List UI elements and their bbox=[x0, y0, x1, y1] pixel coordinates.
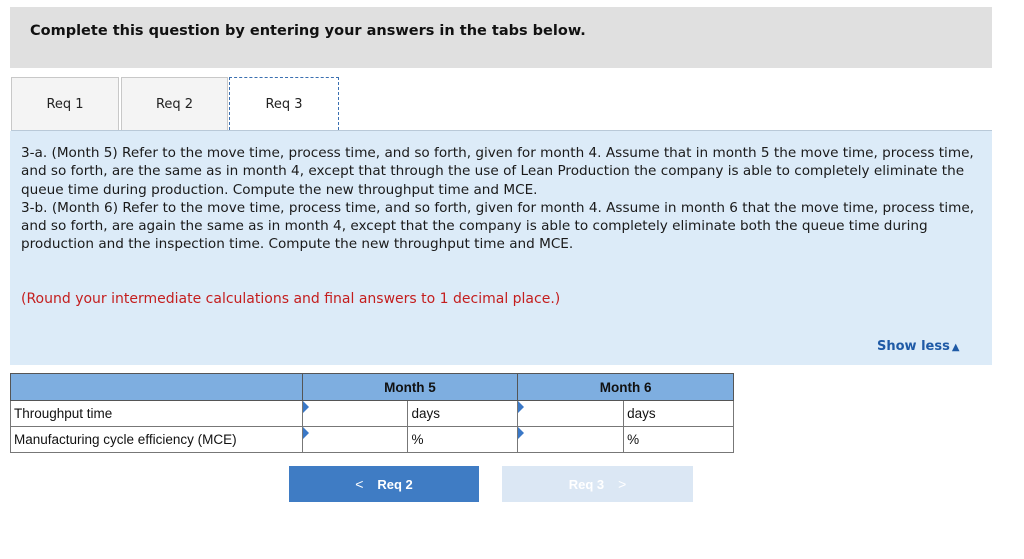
tab-req-3[interactable]: Req 3 bbox=[229, 77, 339, 130]
part-b-text: 3-b. (Month 6) Refer to the move time, process time, and so forth, given for month 4. Assume in month 6 that the move time, process time, and so forth, are again the same as in month 4, except that the company is able to completely eliminate both the queue time during production and the inspection time. Compute the new throughput time and MCE. bbox=[21, 199, 975, 253]
prev-req-label: Req 2 bbox=[377, 476, 413, 492]
tab-req-1[interactable]: Req 1 bbox=[11, 77, 119, 130]
throughput-month6-unit: days bbox=[624, 401, 734, 427]
row-label-mce: Manufacturing cycle efficiency (MCE) bbox=[11, 427, 303, 453]
header-month-6: Month 6 bbox=[518, 374, 734, 401]
show-less-link[interactable] bbox=[877, 339, 960, 354]
row-label-throughput: Throughput time bbox=[11, 401, 303, 427]
throughput-month6-cell[interactable] bbox=[518, 401, 624, 427]
question-text bbox=[21, 144, 981, 254]
table-header-row bbox=[11, 374, 734, 401]
prev-req-button[interactable] bbox=[289, 466, 479, 502]
chevron-right-icon: > bbox=[618, 476, 627, 492]
tab-req-2[interactable]: Req 2 bbox=[121, 77, 228, 130]
mce-month5-input[interactable] bbox=[303, 428, 408, 452]
mce-month6-cell[interactable] bbox=[518, 427, 624, 453]
mce-month6-input[interactable] bbox=[518, 428, 623, 452]
show-less-label: Show less bbox=[877, 339, 950, 354]
instruction-header bbox=[10, 7, 992, 68]
throughput-month6-input[interactable] bbox=[518, 402, 623, 426]
mce-month5-cell[interactable] bbox=[302, 427, 408, 453]
table-row bbox=[11, 401, 734, 427]
header-blank bbox=[11, 374, 303, 401]
chevron-left-icon: < bbox=[355, 476, 364, 492]
header-month-5: Month 5 bbox=[302, 374, 518, 401]
part-a-text: 3-a. (Month 5) Refer to the move time, process time, and so forth, given for month 4. Assume that in month 5 the move time, process time, and so forth, are the same as in month 4, except that through the use of Lean Production the company is able to completely eliminate the queue time during production. Compute the new throughput time and MCE. bbox=[21, 145, 974, 198]
header-title: Complete this question by entering your answers in the tabs below. bbox=[30, 23, 586, 39]
question-panel bbox=[10, 131, 992, 365]
mce-month5-unit: % bbox=[408, 427, 518, 453]
triangle-up-icon: ▲ bbox=[951, 342, 960, 353]
throughput-month5-input[interactable] bbox=[303, 402, 408, 426]
throughput-month5-cell[interactable] bbox=[302, 401, 408, 427]
mce-month6-unit: % bbox=[624, 427, 734, 453]
rounding-note: (Round your intermediate calculations and final answers to 1 decimal place.) bbox=[21, 291, 561, 307]
answer-table bbox=[10, 373, 734, 453]
next-req-button bbox=[502, 466, 693, 502]
table-row bbox=[11, 427, 734, 453]
next-req-label: Req 3 bbox=[568, 476, 605, 492]
throughput-month5-unit: days bbox=[408, 401, 518, 427]
